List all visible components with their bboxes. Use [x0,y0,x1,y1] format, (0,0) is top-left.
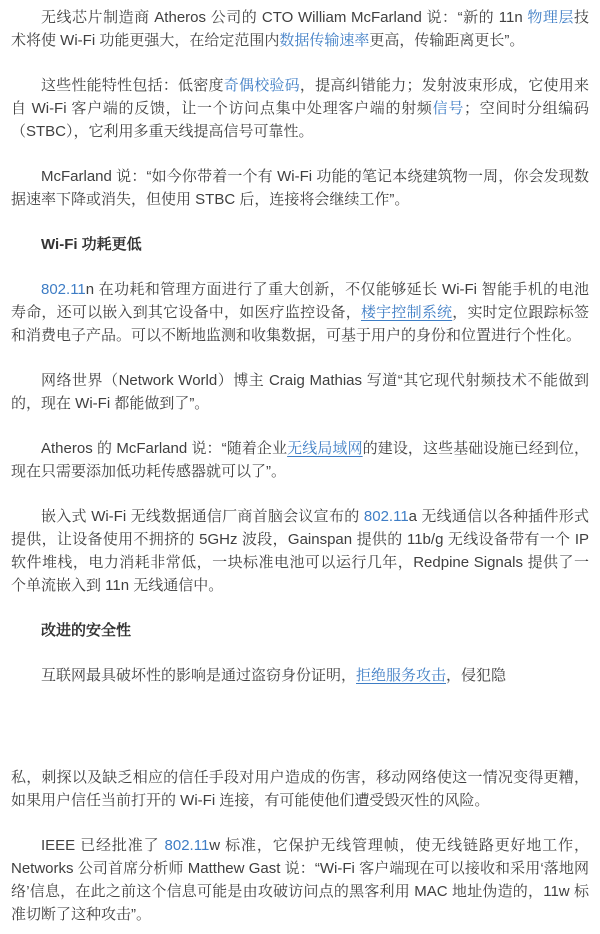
inline-link[interactable]: 楼宇控制系统 [360,304,453,321]
text-segment: Atheros 的 McFarland 说：“随着企业 [41,440,288,457]
text-segment: n 在功耗和管理方面进行了重大创新，不仅能够延长 Wi-Fi 智能手机的电池寿命，还可以嵌入到其它设备中，如医疗监控设备， [11,281,589,321]
page-break-gap [11,709,589,766]
text-segment: ，提高纠错能力；发射波束形成，它使用来自 Wi-Fi 客户端的反馈，让一个访问点集中处理客户端的射频 [11,77,589,117]
paragraph [11,664,589,687]
inline-link[interactable]: 数据传输速率 [279,32,370,49]
section-heading: 改进的安全性 [41,622,132,639]
text-segment: IEEE 已经批准了 [41,837,165,854]
text-segment: ，实时定位跟踪标签和消费电子产品。可以不断地监测和收集数据，可基于用户的身份和位置进行个性化。 [11,304,589,344]
inline-link[interactable]: 信号 [432,100,465,117]
paragraph [11,834,589,926]
inline-link[interactable]: 802.11 [363,508,409,525]
text-segment: 技术将使 Wi-Fi 功能更强大，在给定范围内 [11,9,589,49]
text-segment: a 无线通信以各种插件形式提供，让设备使用不拥挤的 5GHz 波段，Gainspan 提供的 11b/g 无线设备带有一个 IP 软件堆栈，电力消耗非常低，一块标准电池可以运行几年，Redpine Signals 提供了一个单流嵌入到 11n 无线通信中。 [11,508,589,594]
text-segment: w 标准，它保护无线管理帧，使无线链路更好地工作，Networks 公司首席分析师 Matthew Gast 说：“Wi-Fi 客户端现在可以接收和采用‘落地网络’信息，在此之前这个信息可能是由攻破访问点的黑客利用 MAC 地址伪造的，11w 标准切断了这种攻击”。 [11,837,589,923]
paragraph [11,74,589,143]
section-heading: Wi-Fi 功耗更低 [41,236,142,253]
text-segment: 这些性能特性包括：低密度 [41,77,224,94]
text-segment: 更高，传输距离更长”。 [369,32,525,49]
inline-link[interactable]: 802.11 [41,281,86,298]
paragraph [11,437,589,483]
text-segment: 私，刺探以及缺乏相应的信任手段对用户造成的伤害，移动网络使这一情况变得更糟，如果用户信任当前打开的 Wi-Fi 连接，有可能使他们遭受毁灭性的风险。 [11,769,589,809]
text-segment: McFarland 说：“如今你带着一个有 Wi-Fi 功能的笔记本绕建筑物一周，你会发现数据速率下降或消失，但使用 STBC 后，连接将会继续工作”。 [11,168,589,208]
text-segment: 网络世界（Network World）博主 Craig Mathias 写道“其它现代射频技术不能做到的，现在 Wi-Fi 都能做到了”。 [11,372,589,412]
text-segment: 嵌入式 Wi-Fi 无线数据通信厂商首脑会议宣布的 [41,508,364,525]
paragraph [11,6,589,52]
text-segment: 互联网最具破坏性的影响是通过盗窃身份证明， [41,667,357,684]
text-segment: ，侵犯隐 [446,667,507,684]
inline-link[interactable]: 无线局域网 [287,440,363,457]
paragraph [11,369,589,415]
text-segment: 无线芯片制造商 Atheros 公司的 CTO William McFarland 说：“新的 11n [41,9,528,26]
paragraph [11,766,589,812]
inline-link[interactable]: 物理层 [527,9,574,26]
paragraph [11,165,589,211]
text-segment: 的建设，这些基础设施已经到位，现在只需要添加低功耗传感器就可以了”。 [11,440,589,480]
inline-link[interactable]: 802.11 [164,837,210,854]
text-segment: ；空间时分组编码（STBC），它利用多重天线提高信号可靠性。 [11,100,589,140]
paragraph [11,505,589,597]
paragraph [11,278,589,347]
inline-link[interactable]: 拒绝服务攻击 [356,667,447,684]
inline-link[interactable]: 奇偶校验码 [223,77,300,94]
